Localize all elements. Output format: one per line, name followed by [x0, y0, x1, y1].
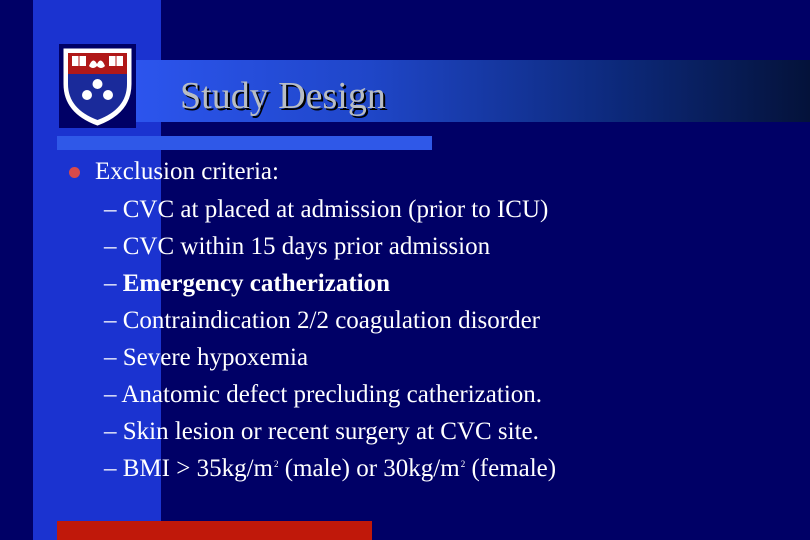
list-item-text: Anatomic defect precluding catherization. [121, 381, 543, 408]
list-item-text: CVC within 15 days prior admission [122, 233, 491, 260]
slide-title: Study Design [180, 75, 386, 117]
list-item [104, 344, 308, 372]
dash-marker: – [104, 307, 117, 334]
bottom-accent-bar [57, 521, 372, 540]
dash-marker: – [104, 196, 117, 223]
bmi-text-1: BMI > 35kg/m [122, 455, 273, 482]
list-item [104, 270, 390, 298]
list-item [104, 196, 548, 224]
list-item [104, 233, 490, 261]
superscript: 2 [460, 459, 466, 469]
dash-marker: – [104, 381, 117, 408]
list-item [104, 381, 542, 409]
list-item-bmi [104, 455, 556, 483]
penn-shield-logo [59, 44, 136, 128]
list-item-text: Emergency catherization [122, 270, 391, 297]
dash-marker: – [104, 270, 117, 297]
dash-marker: – [104, 455, 117, 482]
list-item-text: Contraindication 2/2 coagulation disorder [122, 307, 541, 334]
list-item-text: Severe hypoxemia [122, 344, 309, 371]
superscript: 2 [273, 459, 279, 469]
dash-marker: – [104, 418, 117, 445]
title-underline-bar [57, 136, 432, 150]
dash-marker: – [104, 344, 117, 371]
section-heading: Exclusion criteria: [95, 158, 279, 185]
list-item [104, 418, 539, 446]
list-item-text: CVC at placed at admission (prior to ICU) [122, 196, 549, 223]
bullet-dot-icon [69, 167, 80, 178]
list-item-text: Skin lesion or recent surgery at CVC site. [122, 418, 539, 445]
dash-marker: – [104, 233, 117, 260]
bmi-text-3: (female) [465, 455, 557, 482]
list-item [104, 307, 540, 335]
bmi-text-2: (male) or 30kg/m [278, 455, 460, 482]
